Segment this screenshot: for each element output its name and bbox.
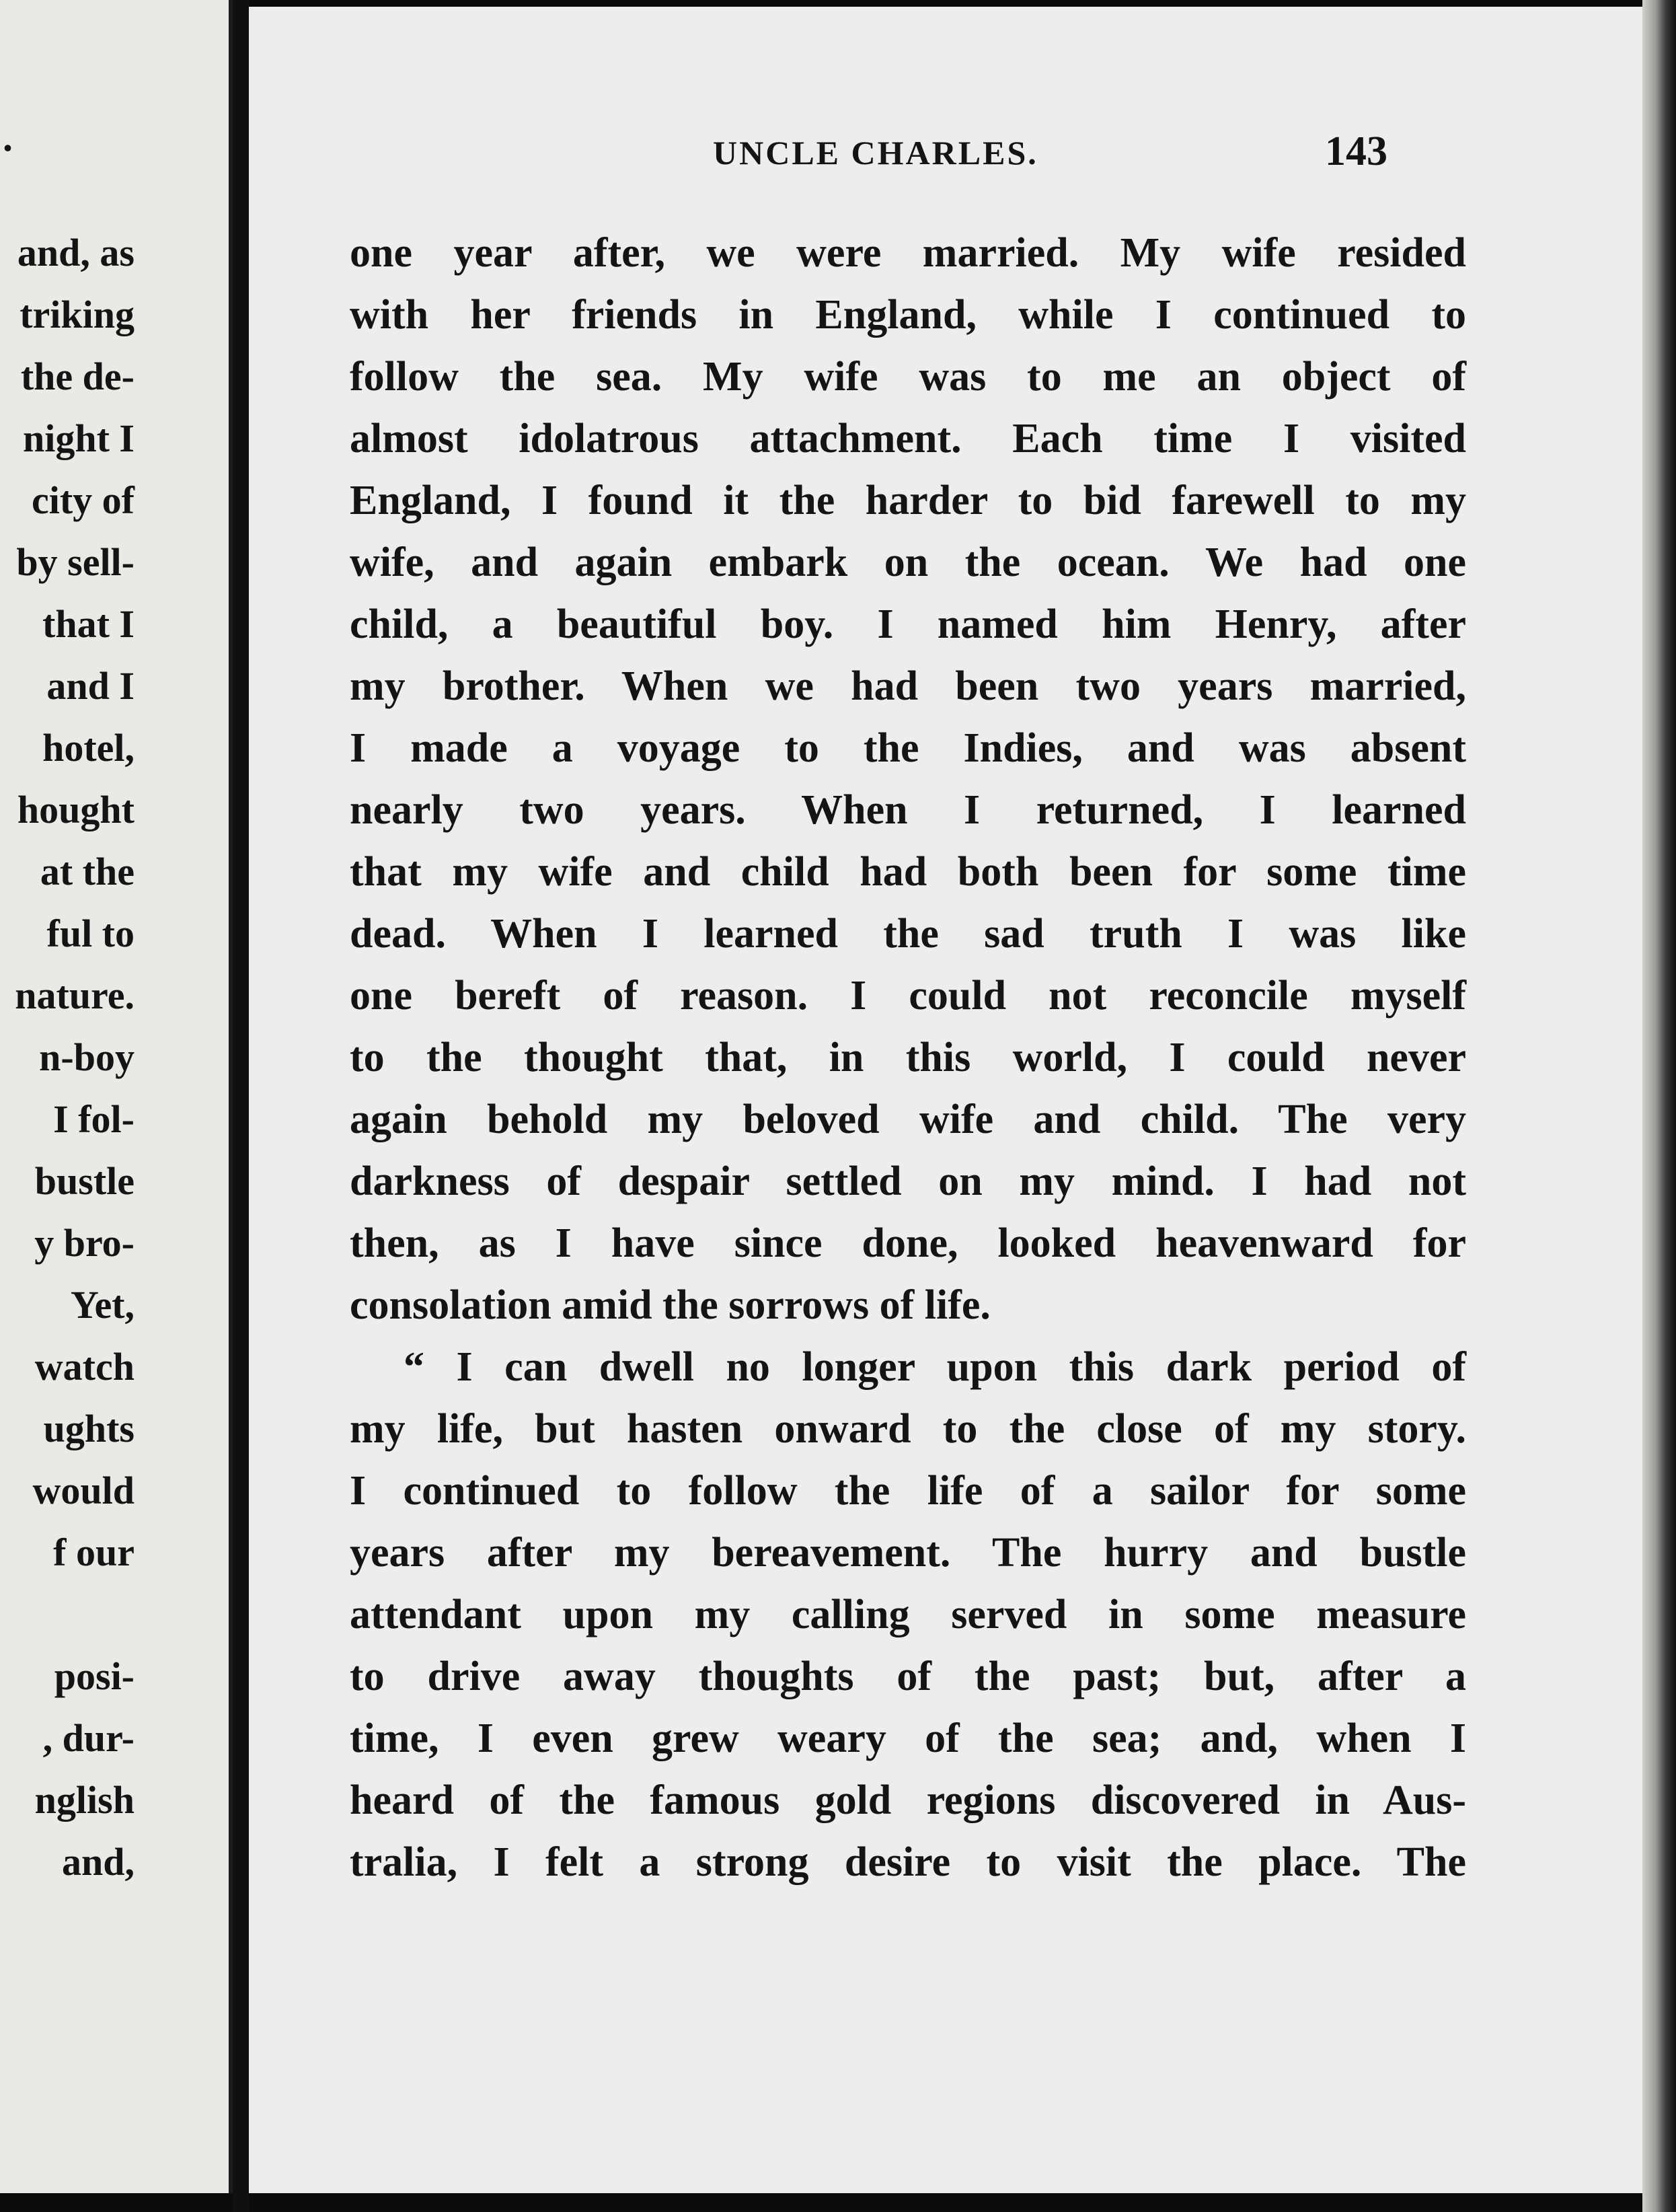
previous-page-line: I fol-: [53, 1097, 135, 1141]
previous-page-line: hotel,: [42, 726, 135, 770]
previous-page-line: watch: [34, 1345, 135, 1389]
text-line: time, I even grew weary of the sea; and, when I: [350, 1716, 1466, 1761]
previous-page-line: night I: [22, 416, 135, 460]
text-line: to drive away thoughts of the past; but, after a: [350, 1654, 1466, 1699]
text-line: my brother. When we had been two years married,: [350, 663, 1466, 709]
previous-page-line: ughts: [43, 1407, 135, 1450]
page-number: 143: [1325, 128, 1387, 174]
page-body-text: [350, 222, 1466, 1893]
text-line: “ I can dwell no longer upon this dark period of: [404, 1344, 1466, 1390]
text-line: that my wife and child had both been for some time: [350, 849, 1466, 895]
previous-page-line: that I: [42, 602, 135, 646]
previous-page-line: bustle: [34, 1159, 135, 1203]
text-line: follow the sea. My wife was to me an object of: [350, 354, 1466, 400]
text-line: tralia, I felt a strong desire to visit the place. The: [350, 1839, 1466, 1885]
text-line: nearly two years. When I returned, I learned: [350, 787, 1466, 833]
previous-page-fragment: [0, 0, 233, 2193]
book-page: [249, 7, 1642, 2193]
text-line: with her friends in England, while I continued to: [350, 292, 1466, 338]
previous-page-line: triking: [20, 293, 135, 336]
previous-page-line: Yet,: [70, 1283, 135, 1327]
text-line: wife, and again embark on the ocean. We had one: [350, 540, 1466, 585]
previous-page-line: , dur-: [42, 1716, 135, 1760]
text-line: almost idolatrous attachment. Each time I visited: [350, 416, 1466, 462]
previous-page-line: nglish: [34, 1778, 135, 1822]
previous-page-line: f our: [53, 1531, 135, 1574]
previous-page-line: ful to: [46, 912, 135, 955]
text-line: I continued to follow the life of a sailor for some: [350, 1468, 1466, 1514]
previous-page-line: n-boy: [39, 1035, 135, 1079]
page-edge-shadow: [1642, 0, 1676, 2212]
previous-page-line: and I: [46, 664, 135, 708]
text-line: I made a voyage to the Indies, and was absent: [350, 725, 1466, 771]
text-line: dead. When I learned the sad truth I was like: [350, 911, 1466, 957]
text-line: heard of the famous gold regions discovered in Aus-: [350, 1777, 1466, 1823]
previous-page-mark: .: [3, 115, 13, 159]
page-header: [249, 128, 1642, 182]
running-head: UNCLE CHARLES.: [713, 134, 1038, 172]
text-line: again behold my beloved wife and child. The very: [350, 1097, 1466, 1142]
text-line: one bereft of reason. I could not reconcile myself: [350, 973, 1466, 1019]
text-line: child, a beautiful boy. I named him Henry, after: [350, 601, 1466, 647]
previous-page-line: at the: [40, 850, 135, 893]
text-line: years after my bereavement. The hurry and bustle: [350, 1530, 1466, 1576]
previous-page-line: and, as: [17, 231, 135, 274]
previous-page-line: would: [32, 1469, 135, 1512]
book-gutter: [233, 0, 249, 2212]
text-line: consolation amid the sorrows of life.: [350, 1282, 991, 1328]
previous-page-line: nature.: [15, 973, 135, 1017]
previous-page-line: the de-: [20, 355, 135, 398]
previous-page-line: posi-: [54, 1654, 135, 1698]
previous-page-line: by sell-: [16, 540, 135, 584]
text-line: one year after, we were married. My wife resided: [350, 230, 1466, 276]
text-line: darkness of despair settled on my mind. I had not: [350, 1158, 1466, 1204]
text-line: to the thought that, in this world, I could never: [350, 1035, 1466, 1080]
text-line: attendant upon my calling served in some measure: [350, 1592, 1466, 1637]
previous-page-line: hought: [17, 788, 135, 832]
text-line: then, as I have since done, looked heavenward for: [350, 1220, 1466, 1266]
text-line: my life, but hasten onward to the close of my story.: [350, 1406, 1466, 1452]
previous-page-line: and,: [61, 1840, 135, 1884]
previous-page-line: y bro-: [34, 1221, 135, 1265]
text-line: England, I found it the harder to bid farewell to my: [350, 478, 1466, 523]
previous-page-line: city of: [32, 478, 135, 522]
previous-page-text: [15, 222, 135, 1893]
